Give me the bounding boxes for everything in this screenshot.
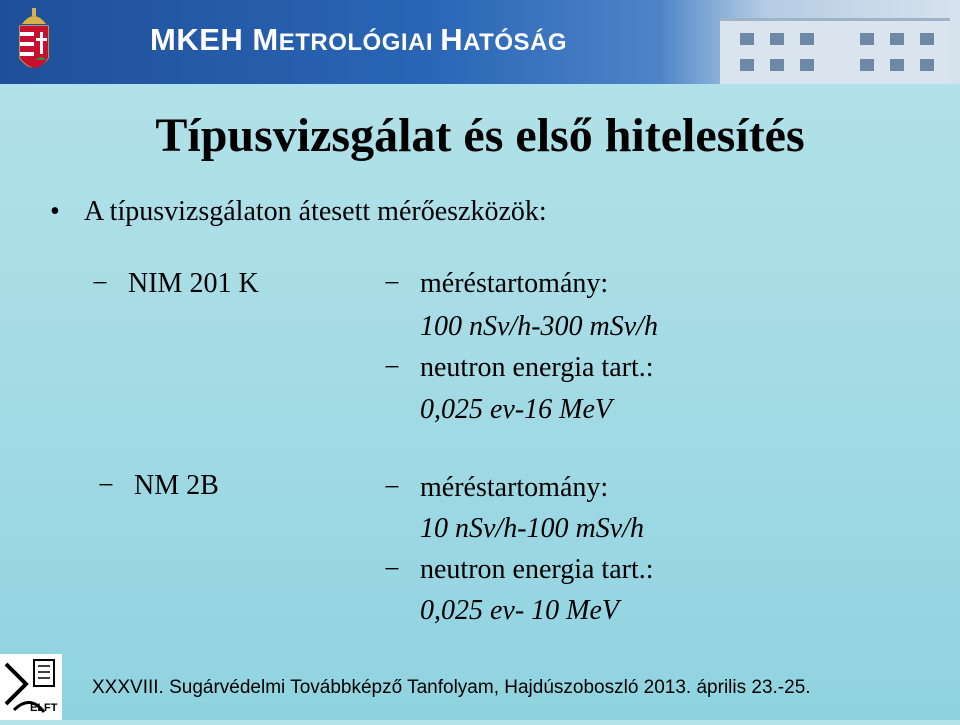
- device-energy-label: − neutron energia tart.:: [384, 554, 654, 585]
- device-energy-label: − neutron energia tart.:: [384, 352, 654, 383]
- header-banner: [0, 0, 960, 84]
- coat-of-arms-icon: [16, 6, 52, 78]
- device-name: − NIM 201 K: [92, 268, 259, 299]
- device-name: − NM 2B: [98, 470, 219, 501]
- main-bullet: [50, 196, 547, 228]
- building-image: [660, 0, 960, 84]
- device-range-label: − méréstartomány:: [384, 472, 609, 503]
- slide-title: Típusvizsgálat és első hitelesítés: [155, 109, 805, 162]
- footer-text: XXXVIII. Sugárvédelmi Továbbképző Tanfolyam, Hajdúszoboszló 2013. április 23.-25.: [92, 677, 811, 698]
- logo-label: ELFT: [30, 702, 58, 714]
- bullet-icon: •: [50, 196, 60, 227]
- building-facade: [720, 18, 950, 84]
- bullet-text: A típusvizsgálaton átesett mérőeszközök:: [84, 196, 547, 227]
- elft-logo: [0, 654, 62, 720]
- device-energy-value: 0,025 ev- 10 MeV: [420, 595, 620, 626]
- device-range-value: 100 nSv/h-300 mSv/h: [420, 311, 658, 342]
- device-range-label: − méréstartomány:: [384, 268, 609, 299]
- device-range-value: 10 nSv/h-100 mSv/h: [420, 513, 644, 544]
- device-energy-value: 0,025 ev-16 MeV: [420, 394, 613, 425]
- organization-title: MKEH METROLÓGIAI HATÓSÁG: [150, 22, 567, 57]
